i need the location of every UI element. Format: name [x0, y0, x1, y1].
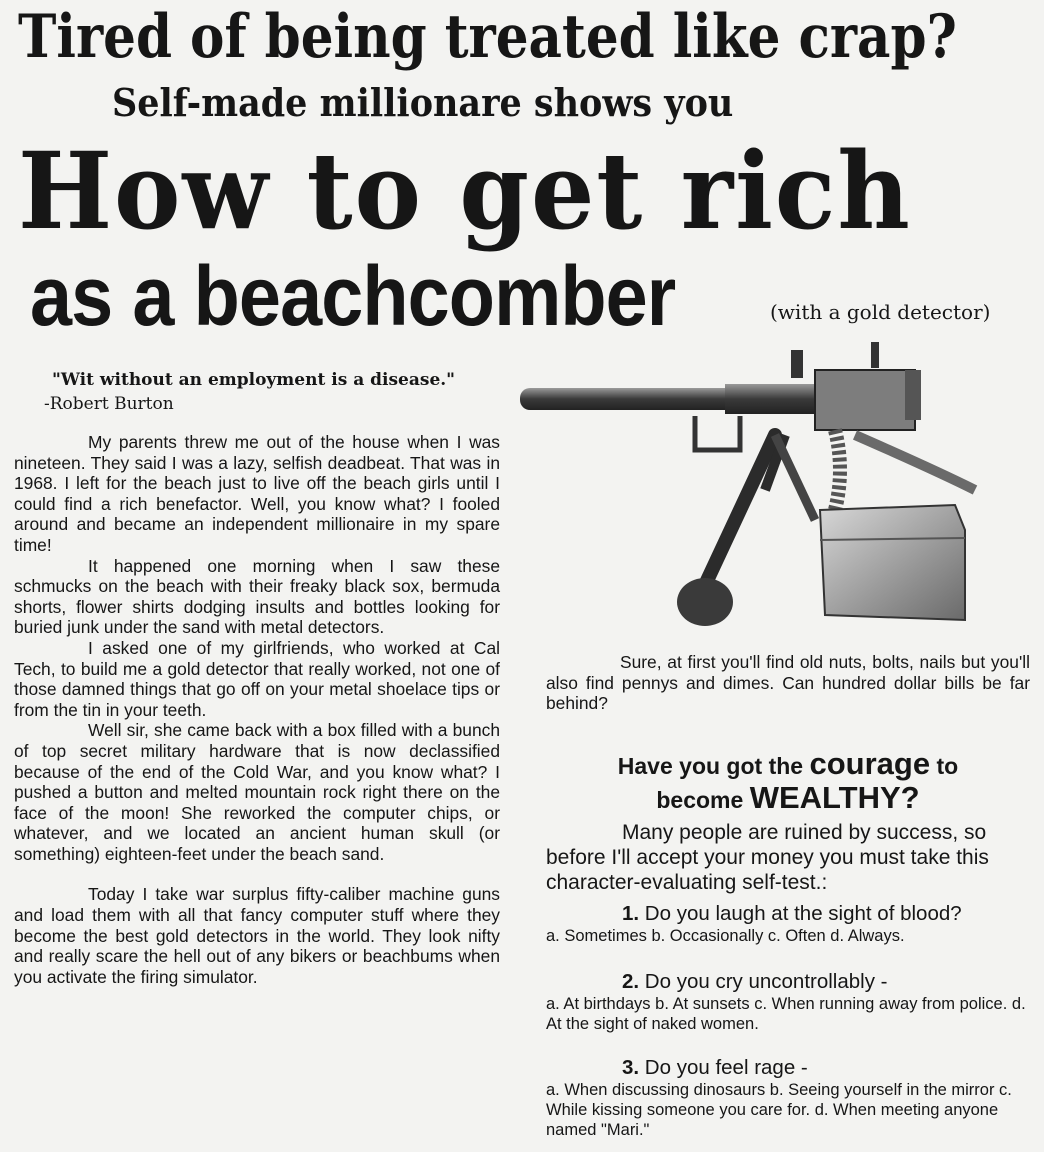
body-paragraph: I asked one of my girlfriends, who worked at Cal Tech, to build me a gold detector that really worked, not one of those damned things that go off on your metal shoelace tips or from the tin in your teeth. — [14, 637, 500, 720]
epigraph-quote: "Wit without an employment is a disease." — [52, 370, 456, 390]
question-number: 3. — [622, 1056, 640, 1079]
epigraph-author: -Robert Burton — [44, 394, 174, 414]
quiz-intro — [546, 820, 1030, 895]
question-text: Do you cry uncontrollably - — [639, 970, 888, 993]
body-paragraph: Well sir, she came back with a box filled with a bunch of top secret military hardware that is now declassified because of the end of the Cold War, and you know what? I pushed a button and melted mountain rock right there on the face of the moon! She reworked the computer chips, or whatever, and we located an ancient human skull (or something) eighteen-feet under the beach sand. — [14, 720, 500, 864]
quiz-heading-part: become — [656, 787, 750, 813]
question-text: Do you feel rage - — [639, 1056, 808, 1079]
quiz-heading-part: Have you got the — [617, 753, 810, 779]
body-column — [14, 432, 500, 987]
quiz-heading-courage: courage — [809, 746, 931, 781]
question-number: 2. — [622, 970, 640, 993]
headline-line-1: Tired of being treated like crap? — [18, 2, 957, 72]
question-text: Do you laugh at the sight of blood? — [639, 902, 962, 925]
quiz-question-3 — [546, 1056, 1030, 1140]
headline-line-3: How to get rich — [18, 128, 912, 253]
quiz-heading — [546, 748, 1030, 816]
machine-gun-illustration — [515, 340, 985, 640]
body-paragraph: Today I take war surplus fifty-caliber machine guns and load them with all that fancy computer stuff where they become the best gold detectors in the world. They look nifty and really scare the hell out of any bikers or beachbums when you activate the firing simulator. — [14, 884, 500, 987]
quiz-heading-part: to — [930, 753, 959, 779]
quiz-heading-wealthy: WEALTHY? — [749, 780, 920, 815]
quiz-heading-line-2 — [546, 782, 1030, 816]
question-answers: a. When discussing dinosaurs b. Seeing yourself in the mirror c. While kissing someone you care for. d. When meeting anyone named "Mari." — [546, 1081, 1012, 1139]
question-answers: a. At birthdays b. At sunsets c. When running away from police. d. At the sight of naked women. — [546, 995, 1026, 1033]
quiz-question-1 — [546, 902, 1030, 946]
headline-note: (with a gold detector) — [770, 300, 991, 324]
image-caption-text: Sure, at first you'll find old nuts, bolts, nails but you'll also find pennys and dimes. Can hundred dollar bills be far behind? — [546, 652, 1030, 714]
quiz-question-2 — [546, 970, 1030, 1034]
image-caption — [546, 652, 1030, 714]
headline-line-2: Self-made millionare shows you — [112, 80, 734, 125]
question-number: 1. — [622, 902, 640, 925]
question-answers: a. Sometimes b. Occasionally c. Often d. Always. — [546, 927, 905, 945]
body-paragraph: My parents threw me out of the house when I was nineteen. They said I was a lazy, selfish deadbeat. That was in 1968. I left for the beach just to live off the beach girls until I could find a rich benefactor. Well, you know what? I fooled around and became an independent millionaire in my spare time! — [14, 432, 500, 555]
headline-line-4: as a beachcomber — [30, 249, 676, 343]
quiz-heading-line-1 — [546, 748, 1030, 782]
quiz-intro-text: Many people are ruined by success, so before I'll accept your money you must take this character-evaluating self-test.: — [546, 821, 989, 894]
body-paragraph: It happened one morning when I saw these schmucks on the beach with their freaky black sox, bermuda shorts, flower shirts dodging insults and bottles looking for buried junk under the sand with metal detectors. — [14, 555, 500, 638]
